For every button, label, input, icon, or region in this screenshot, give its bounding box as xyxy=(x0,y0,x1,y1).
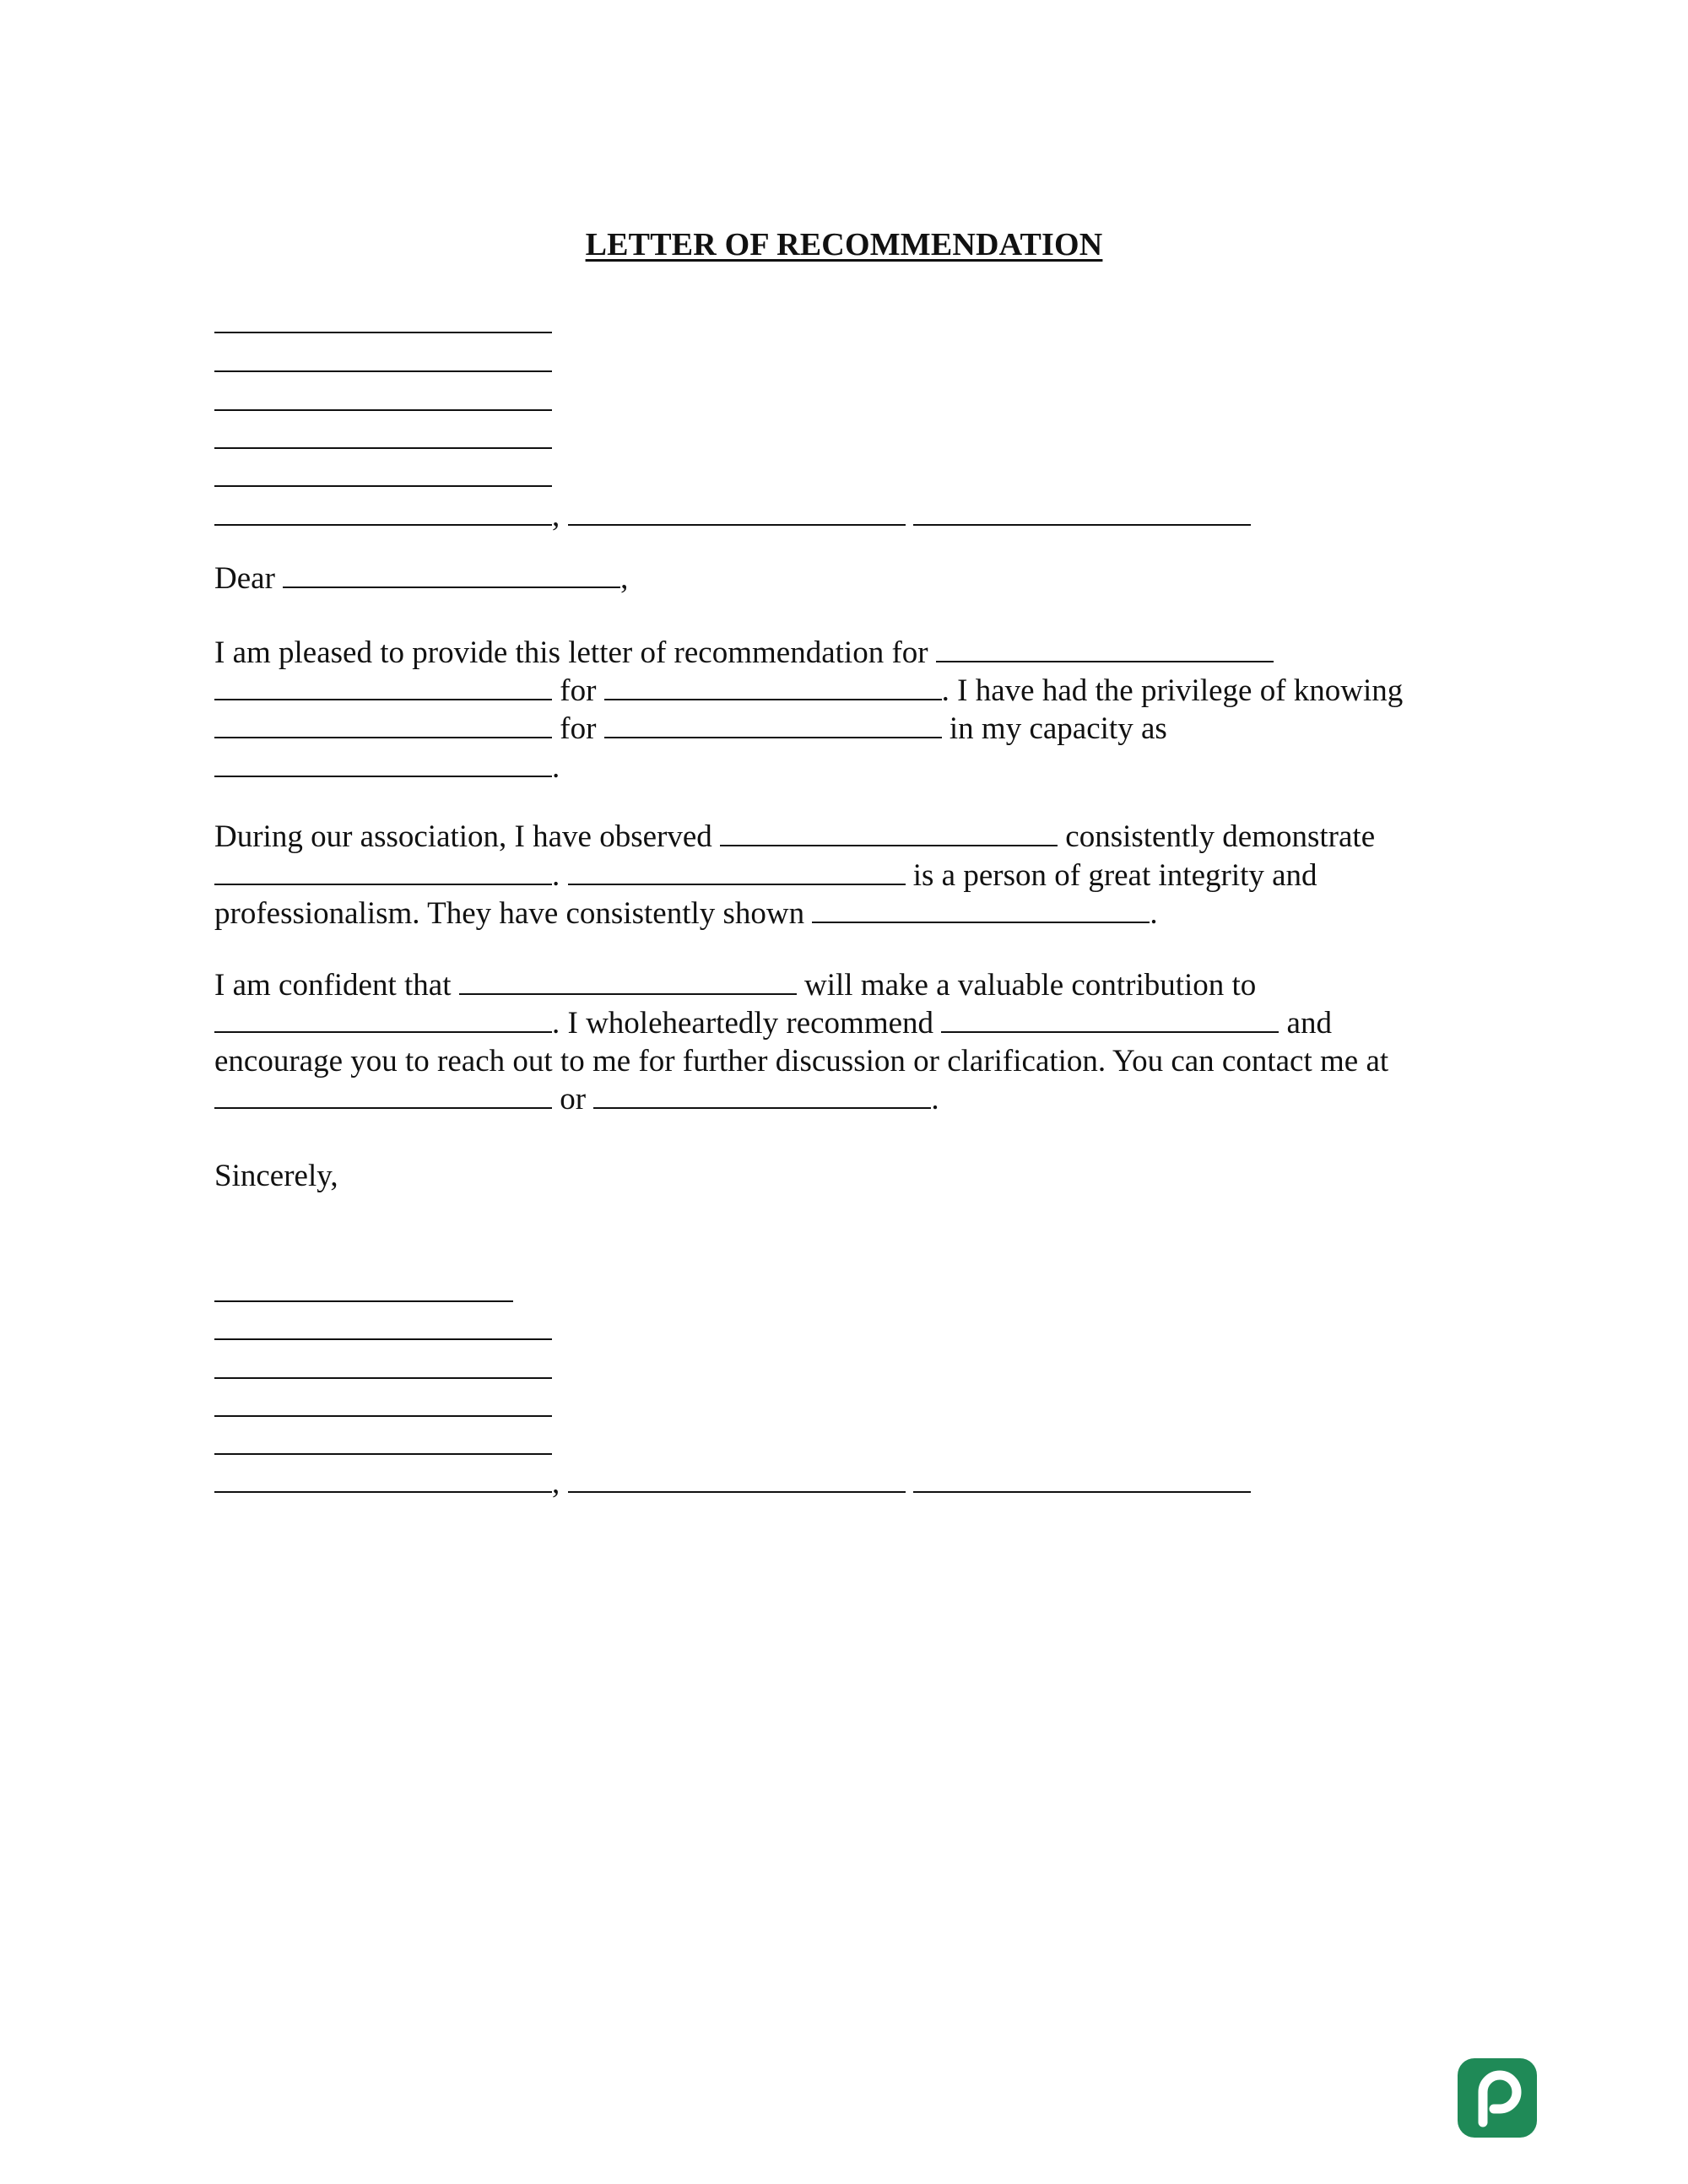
signer-line-3 xyxy=(214,1389,552,1426)
salutation xyxy=(214,560,628,597)
comma: , xyxy=(620,561,629,596)
comma: , xyxy=(552,499,560,533)
period: . xyxy=(1150,896,1158,931)
candidate-name-field[interactable] xyxy=(568,858,906,885)
paragraph-1-line-1 xyxy=(214,635,1274,672)
zip-field[interactable] xyxy=(913,1466,1251,1493)
blank-field[interactable] xyxy=(214,711,552,738)
qualities-field[interactable] xyxy=(214,858,552,885)
comma: , xyxy=(552,1466,560,1500)
city-field[interactable] xyxy=(214,499,552,526)
signer-line-4 xyxy=(214,1427,552,1464)
blank-field[interactable] xyxy=(214,1390,552,1417)
paragraph-text: . I have had the privilege of knowing xyxy=(941,673,1404,708)
paragraph-text: I am confident that xyxy=(214,968,452,1003)
sender-line-5 xyxy=(214,459,552,496)
brand-p-icon xyxy=(1458,2058,1537,2138)
phone-field[interactable] xyxy=(214,1082,552,1109)
paragraph-text: During our association, I have observed xyxy=(214,819,712,854)
closing: Sincerely, xyxy=(214,1159,338,1193)
paragraph-3-line-3 xyxy=(214,1043,1388,1080)
blank-field[interactable] xyxy=(214,384,552,411)
sender-line-1 xyxy=(214,305,552,343)
paragraph-1-line-4 xyxy=(214,749,560,787)
sender-city-state-zip xyxy=(214,498,1251,535)
blank-field[interactable] xyxy=(214,345,552,372)
duration-field[interactable] xyxy=(604,711,942,738)
paragraph-1-line-2 xyxy=(214,673,1403,710)
blank-field[interactable] xyxy=(214,460,552,487)
paragraph-text: . I wholeheartedly recommend xyxy=(552,1006,934,1041)
capacity-field[interactable] xyxy=(214,750,552,777)
email-field[interactable] xyxy=(593,1082,931,1109)
salutation-text: Dear xyxy=(214,561,275,596)
signature-field[interactable] xyxy=(214,1275,513,1302)
sender-line-3 xyxy=(214,383,552,420)
blank-field[interactable] xyxy=(214,673,552,700)
signature-line xyxy=(214,1274,513,1311)
candidate-name-field[interactable] xyxy=(459,968,797,995)
blank-field[interactable] xyxy=(214,1428,552,1455)
paragraph-text: is a person of great integrity and xyxy=(912,858,1317,893)
paragraph-2-line-1 xyxy=(214,819,1375,856)
paragraph-text: will make a valuable contribution to xyxy=(803,968,1257,1003)
candidate-name-field[interactable] xyxy=(720,819,1058,846)
position-field[interactable] xyxy=(604,673,942,700)
recipient-name-field[interactable] xyxy=(283,561,620,588)
traits-field[interactable] xyxy=(812,896,1150,923)
sender-line-4 xyxy=(214,421,552,458)
paragraph-3-line-2 xyxy=(214,1005,1332,1042)
period: . xyxy=(552,750,560,785)
zip-field[interactable] xyxy=(913,499,1251,526)
state-field[interactable] xyxy=(568,1466,906,1493)
candidate-name-field[interactable] xyxy=(941,1006,1279,1033)
blank-field[interactable] xyxy=(214,1313,552,1340)
signer-line-2 xyxy=(214,1351,552,1388)
paragraph-text: or xyxy=(560,1082,587,1116)
paragraph-text: I am pleased to provide this letter of recommendation for xyxy=(214,635,928,670)
state-field[interactable] xyxy=(568,499,906,526)
candidate-name-field[interactable] xyxy=(936,635,1274,662)
paragraph-text: and xyxy=(1286,1006,1332,1041)
brand-logo xyxy=(1458,2058,1537,2138)
paragraph-text: professionalism. They have consistently shown xyxy=(214,896,805,931)
signer-line-1 xyxy=(214,1312,552,1349)
paragraph-text: for xyxy=(560,673,597,708)
paragraph-3-line-4 xyxy=(214,1081,939,1118)
period: . xyxy=(931,1082,939,1116)
paragraph-3-line-1 xyxy=(214,967,1256,1004)
paragraph-text: for xyxy=(560,711,597,746)
paragraph-2-line-2 xyxy=(214,857,1317,895)
paragraph-1-line-3 xyxy=(214,711,1167,748)
paragraph-2-line-3 xyxy=(214,895,1158,933)
document-title: LETTER OF RECOMMENDATION xyxy=(585,227,1103,262)
paragraph-text: encourage you to reach out to me for further discussion or clarification. You can contact me at xyxy=(214,1044,1389,1078)
sender-line-2 xyxy=(214,344,552,381)
blank-field[interactable] xyxy=(214,306,552,333)
blank-field[interactable] xyxy=(214,422,552,449)
paragraph-text: consistently demonstrate xyxy=(1065,819,1376,854)
organization-field[interactable] xyxy=(214,1006,552,1033)
paragraph-text: in my capacity as xyxy=(949,711,1167,746)
blank-field[interactable] xyxy=(214,1352,552,1379)
signer-city-state-zip xyxy=(214,1465,1251,1502)
city-field[interactable] xyxy=(214,1466,552,1493)
period: . xyxy=(552,858,560,893)
